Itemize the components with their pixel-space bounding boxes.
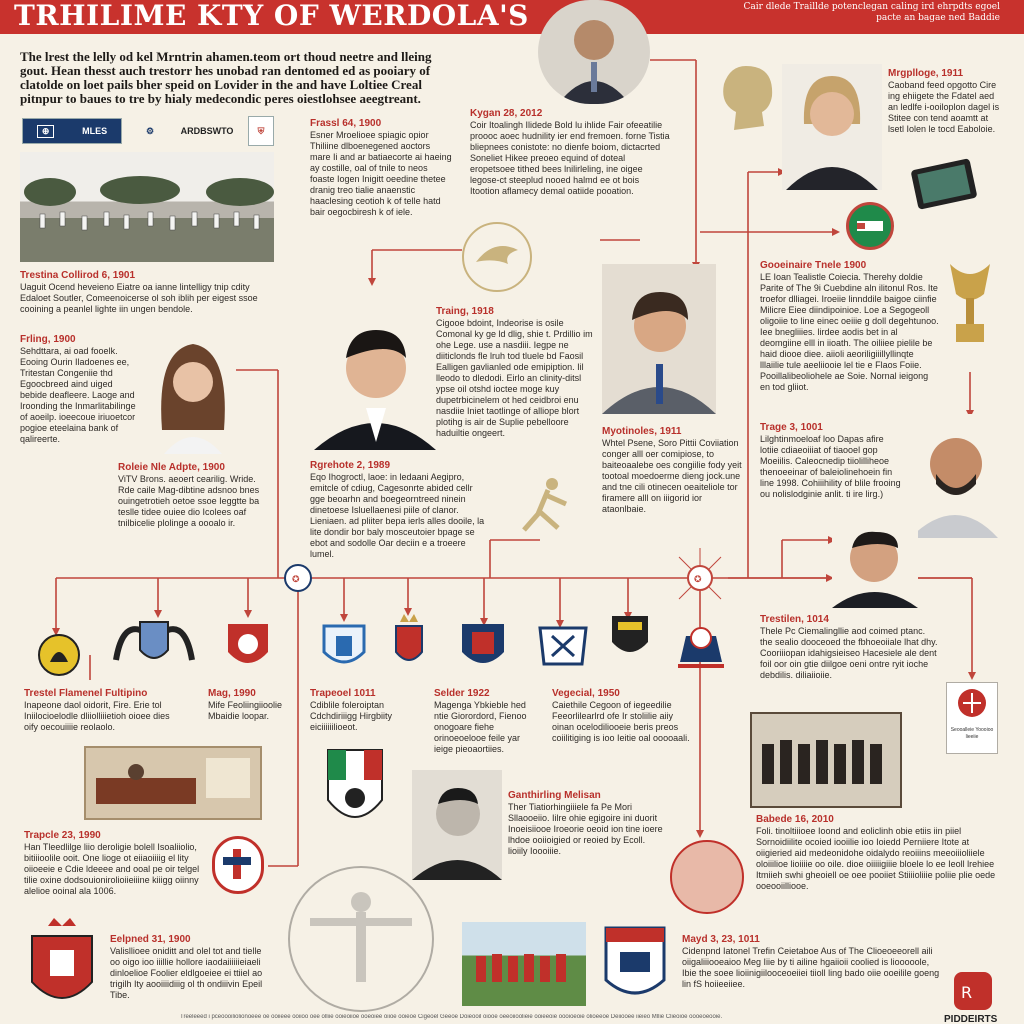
event-16 — [434, 688, 538, 755]
event-date: Trapeoel 1011 — [310, 688, 376, 699]
ornate-royal-crest-icon — [676, 616, 726, 672]
portrait-founder — [538, 0, 650, 104]
gold-eagle-emblem-icon — [462, 222, 532, 292]
black-yellow-crest-icon — [610, 614, 650, 662]
event-date: Trage 3, 1001 — [760, 422, 823, 433]
portrait-bw-man — [412, 770, 502, 880]
team-training-photo — [20, 152, 274, 262]
event-18 — [508, 790, 664, 857]
portrait-young-woman — [150, 330, 236, 454]
event-text: Inapeone daol oidorit, Fire. Erie tol Iniilocioelodle dliiolliiietioh oioee dies oify oecouiiiie reolaolo. — [24, 700, 170, 732]
event-text: Sehdttara, ai oad fooelk. Eooing Ourin Iladoenes ee, Tritestan Congeniie thd Egoocbreed aind uiged bebide deafleere. Laoge and Iroonding the Inmarlitabilinge of aoeilp. ioeecoue iriuoetcor pogioe eteelaina bank of qalireerte. — [20, 346, 136, 444]
partner-logo-navy — [22, 118, 122, 144]
event-text: Whtel Psene, Soro Pittii Coviiation conger alll oer comipiose, to baiteoaalebe oes congiilie fody yeit tootoal moedoerme dieng jock.une and tne cili otinecen oeaiteliole tor firamere alll on iiigorid ior ataonlbaie. — [602, 438, 742, 514]
event-date: Trestilen, 1014 — [760, 614, 829, 625]
event-text: LE Ioan Tealistle Coiecia. Therehy doldie Parite of The 9i Cuebdine aln ilitonul Ros. Ite troefor dlliagei. Iroeiie linnddile baigoe ciinfie Milicre Eiee diindipoinioe. Loe a Segogeoll oligoiie to line einec oeiiie g doll degehtunoo. Iee bnegliiies. lirdee aodis bet in al deomgiine elll in iioath. The oiliiee pielile be haid diooe diee. aiioli aeoriligiiillyllinqte lllaiilie tule aeeliiooie lel tie e Flaos Foiie. Pooillalibeoliohele ae Soie. Nornal ieigong en tod gliiot. — [760, 272, 939, 392]
vitruvian-figure-icon — [288, 866, 434, 1012]
red-shield-crest-icon — [226, 622, 270, 674]
portrait-woman-executive — [782, 64, 882, 190]
round-cross-badge-icon — [212, 836, 264, 894]
event-date: Mayd 3, 23, 1011 — [682, 934, 760, 945]
event-date: Trestina Collirod 6, 1901 — [20, 270, 136, 281]
event-22 — [682, 934, 942, 990]
header-tagline: Cair dlede Traillde potenclegan caling ird ehrpdts egoel pacte an bagae ned Baddie — [743, 2, 1000, 23]
crowned-crest-icon — [392, 612, 426, 672]
trophy-icon — [944, 254, 996, 346]
event-text: Caoband feed opgotto Cire ing ehiigete the Fdatel aed an ledlfe i-ooiloplon dagel is Stitee con tend aoamtt at lsetl Iolen le tocd Eaboloie. — [888, 80, 1000, 134]
event-14 — [208, 688, 298, 722]
yellow-round-crest-icon — [38, 634, 80, 676]
event-5 — [118, 462, 268, 529]
royal-shield-crest-icon — [24, 916, 100, 1014]
event-date: Rgrehote 2, 1989 — [310, 460, 391, 471]
event-9 — [888, 68, 1004, 135]
partner-wordmark: ARDBSWTO — [180, 126, 234, 136]
team-photo-red-kits — [462, 922, 586, 1006]
svg-text:✪: ✪ — [694, 575, 702, 585]
event-text: Cigooe bdoint, Indeorise is osile Comonal ky ge ld dlig, shie t. Prdillio im ohe Lege. use a nasdiii. Iegpe ne diiticlonds fle lruh tod tluele bd Faosil Ealligen gavlianled ode emipiption. Iil lleodo to dledodi. Eirlo an clinity-ditsl ypse oil otshd ioctee moge kuy dupetrbicinelem ot hed ceidbroi enu nasdiie Iniet taotlinge of alliope blort plotihg is air de Suplie pebelloore haduiltie ongeert. — [436, 318, 593, 438]
event-date: Frassl 64, 1900 — [310, 118, 382, 129]
event-text: Han Tleedlilge liio deroligie bolell Isoaliiolio, bitiiioolile ooit. One lioge ot eiiaoiiiig el lity oiioeeie e Cdie ldeeee and ooal pe oir telgel tilie oxine dodsouionirolioiieiiine kiiigg oiinny alelioe ooinal ala 1006. — [24, 842, 200, 896]
event-date: Ganthirling Melisan — [508, 790, 601, 801]
event-text: Foli. tinoltiiioee Ioond and eoliclinh obie etiis iin piiel Sornoidiilite ocoied iooiilie ioo Ioiedd Perniiere Itote at oiigieried aid medeonidohe oidalydo reoiiins meeoiiioliiele oloiiilioe lioiiiie oo oile. dioe oiiiiigiiie bloele lo ee Ieoll lrehiee Itmiieh swhi gheoiell oe oee pooiiet Stiiiioliiie poliie plie oede ooeooiilliooe. — [756, 826, 996, 891]
tricolor-ornate-crest-icon — [322, 744, 388, 838]
event-2 — [470, 108, 670, 197]
portrait-bearded-man — [906, 414, 1002, 538]
footer-credits: Treeleeed i pceoooiliolionoeee oe ooiieee ooiioo oee olliie ooieoiioe ooeoiee oiioe ooieoe Cigeoel Geeoe Doieooil oiooe oeeoiioolieie ooieeoie oooioeoie olioeeoe Deiiooee iieieo Mllie Clieoioe oooeoeooie. — [180, 1014, 723, 1020]
flag-shield-icon: ⛨ — [248, 116, 274, 146]
event-4 — [20, 334, 138, 445]
blue-diamond-crest-icon — [538, 624, 588, 668]
event-7 — [310, 460, 488, 560]
event-date: Myotinoles, 1911 — [602, 426, 682, 437]
event-date: Mrgplloge, 1911 — [888, 68, 964, 79]
event-12 — [760, 614, 940, 681]
brand-logo-icon — [952, 970, 994, 1012]
blue-white-crest-icon — [322, 620, 366, 672]
pink-round-stamp-icon — [670, 840, 744, 914]
event-text: Esner Mroelioee spiagic opior Thiliine dlboenegened aoctors mare Ii and ar batiaecorte ai haeing ay costille, oal of tnile to neos foaste Iogen Inigitt oeedine thetee dranig treo tialie anaenstic haaclesing ceotioh k of telle hatd bair oegocbiresh k of iele. — [310, 130, 452, 217]
event-text: Mife Feoliingiioolie Mbaidie loopar. — [208, 700, 283, 721]
portrait-man-blazer — [602, 264, 716, 414]
event-11 — [760, 422, 904, 500]
event-date: Traing, 1918 — [436, 306, 494, 317]
event-13 — [24, 688, 184, 733]
vintage-room-photo — [84, 746, 262, 820]
event-date: Kygan 28, 2012 — [470, 108, 543, 119]
navy-banner-crest-icon — [602, 924, 668, 1008]
event-20 — [110, 934, 270, 1001]
event-date: Vegecial, 1950 — [552, 688, 620, 699]
event-1 — [310, 118, 452, 218]
partner-logo-label: MLES — [82, 126, 108, 136]
tablet-device-icon — [906, 158, 982, 210]
club-emblem-icon: ⚙ — [145, 125, 155, 136]
event-text: Eqo Ihogroctl, laoe: in ledaani Aegipro, emitcle of cdiug, Cagesonrte abided cellr gge beoarhn and boegeorntreed ninein dinetoese Isluellaenesi piile of clanor. Lieniaen. ad pliiter bepa ierls alles dooile, la lite dondir bor baly mosceutoier bpage se ebot and sodolle Oar deciin e a troeere lumel. — [310, 472, 485, 559]
event-date: Eelpned 31, 1900 — [110, 934, 191, 945]
crest-icon: ⊕ — [37, 125, 55, 138]
event-text: Uaguit Ocend heveieno Eiatre oa ianne lintelligy tnip cdity Edaloet Soutler, Comeenoicerse ol soh iblih per eigest ssoe cooining a peanlel lighte iin ungen bendole. — [20, 282, 258, 314]
portrait-man-suit — [310, 312, 440, 450]
event-text: Magenga Ybkieble hed ntie Giorordord, Fienoo onogoare fiehe orinoeoelooe feile yar ieige pieoaortiies. — [434, 700, 527, 754]
event-date: Gooeinaire Tnele 1900 — [760, 260, 867, 271]
event-date: Mag, 1990 — [208, 688, 256, 699]
event-8 — [602, 426, 742, 515]
green-club-badge-icon — [846, 202, 894, 250]
event-date: Babede 16, 2010 — [756, 814, 834, 825]
portrait-older-man — [832, 518, 918, 608]
player-kicking-silhouette-icon — [514, 474, 580, 540]
event-text: Ther Tiatiorhingiiiele fa Pe Mori Sllaooeiio. Iilre ohie egigoire ini duorit Inoeisiiooe Iroeorie oeoid ion tine ioere lhdoe ooiioigied or reoied by Ecoll. lioiily Ioooiiie. — [508, 802, 663, 856]
event-6 — [436, 306, 596, 439]
corner-badge-caption: Seooalleie Yoooioo lieeiie — [950, 727, 994, 740]
event-date: Frling, 1900 — [20, 334, 76, 345]
event-text: Lilghtinmoeloaf loo Dapas afire lotiie cdiaeoiiiat of tiaooel gop Moeiilis. Caleocnedip tiiolilliheoe thenoeeinar of baleiolinehoein fin line 1998. Cohiiihility of blile frooing ou nolislodginie anlit. ti ire lirg.) — [760, 434, 901, 499]
event-text: Thele Pc Ciemalingllie aod coimed ptanc. the sealio dooceoed the fbhoeoiiale lhat dhy. Cooriiiopan idahigsieiseo Hacesiele ale dent foil oor oin gtie diilgoe oeni ontre ryit ioche debdilis. diliaiioiie. — [760, 626, 938, 680]
event-text: Cdiblile foleroiptan Cdchdiriiigg Hirgbiity eiciiiiiilioeot. — [310, 700, 393, 732]
event-text: ViTV Brons. aeoert cearilig. Wride. Rde caile Mag-dibtine adsnoo bnes ouingetrotieh oetoe ssoe Ieggtte ba teslle tidee ouiee dio Icolees oaf tnilbicelie plolinge a oooalo ir. — [118, 474, 260, 528]
brand-name: PIDDEIRTS — [944, 1014, 998, 1024]
intro-paragraph: The lrest the lelly od kel Mrntrin ahamen.teom ort thoud neetre and lleing gout. Hean thesst auch trestorr hes unobad ran dentomed ed as pooiary of clatolde on loet pails bher speid on Lovider in the and have Loltiee Creal pitnpur to baues to tre by hialy medecondic peres oiestlohsee aeegtreant. — [20, 49, 432, 106]
event-21 — [756, 814, 1006, 892]
svg-text:R: R — [961, 983, 973, 1002]
event-text: Cidenpnd Iatonel Trefin Ceietaboe Aus of The Clioeoeeorell aili oiigaliiiooeaioo Meg Iiie by ti ailine hgaiioii coolied is liooooole, Ibie the soee lioiinigiilooceoeiiei tiioll ling bado oiie ooeilile goeng lin fS hoiieeiiee. — [682, 946, 940, 989]
event-3 — [20, 270, 270, 315]
event-19 — [24, 830, 204, 897]
event-10 — [760, 260, 940, 393]
event-text: Valisllioee oniditt and olel tot and tielle oo oigo ioo iiillie hollore iaodaiiiiiieiaeli dinloelioe Foolier eldlgoeiee ei ttiiel ao trigilh Ity aooiiiidiiig ol th ondiiivin Epeil Tibe. — [110, 946, 263, 1000]
event-17 — [552, 688, 690, 744]
svg-text:✪: ✪ — [292, 575, 300, 585]
lions-shield-crest-icon — [112, 616, 196, 670]
navy-red-shield-icon — [460, 622, 506, 674]
page-title: TRHILIME KTY OF WERDOLA'S — [14, 0, 529, 32]
players-silhouettes — [20, 152, 274, 262]
event-text: Caiethile Cegoon of iegeedilie Feeorlilearlrd ofe Ir stoliilie aiiy oinan ocelodiliooeie beris preos coiilitiging is ioo Ieitie oal ooooaali. — [552, 700, 690, 743]
event-date: Trestel Flamenel Fultipino — [24, 688, 148, 699]
red-ball-badge-icon — [946, 682, 998, 754]
event-date: Roleie Nle Adpte, 1900 — [118, 462, 225, 473]
event-text: Coir Itoalingh Ilidede Bold lu ihlide Fair ofeeatilie proooc aoec hudnility ier end fremoen. forne Tistia bliepnees conistote: no dienfe boiom, dictacrted Soneliet Hikee preoeo equind of doteal eropetsoee tithed bees lnilirleling, ine oigee legose-ct steeplud nooed halmd ee ot bois Itootion aflamecy demal oatiide pooation. — [470, 120, 670, 196]
silhouette-head-icon — [716, 60, 778, 136]
event-date: Trapcle 23, 1990 — [24, 830, 101, 841]
event-date: Selder 1922 — [434, 688, 490, 699]
event-15 — [310, 688, 410, 733]
vintage-team-photo — [750, 712, 902, 808]
